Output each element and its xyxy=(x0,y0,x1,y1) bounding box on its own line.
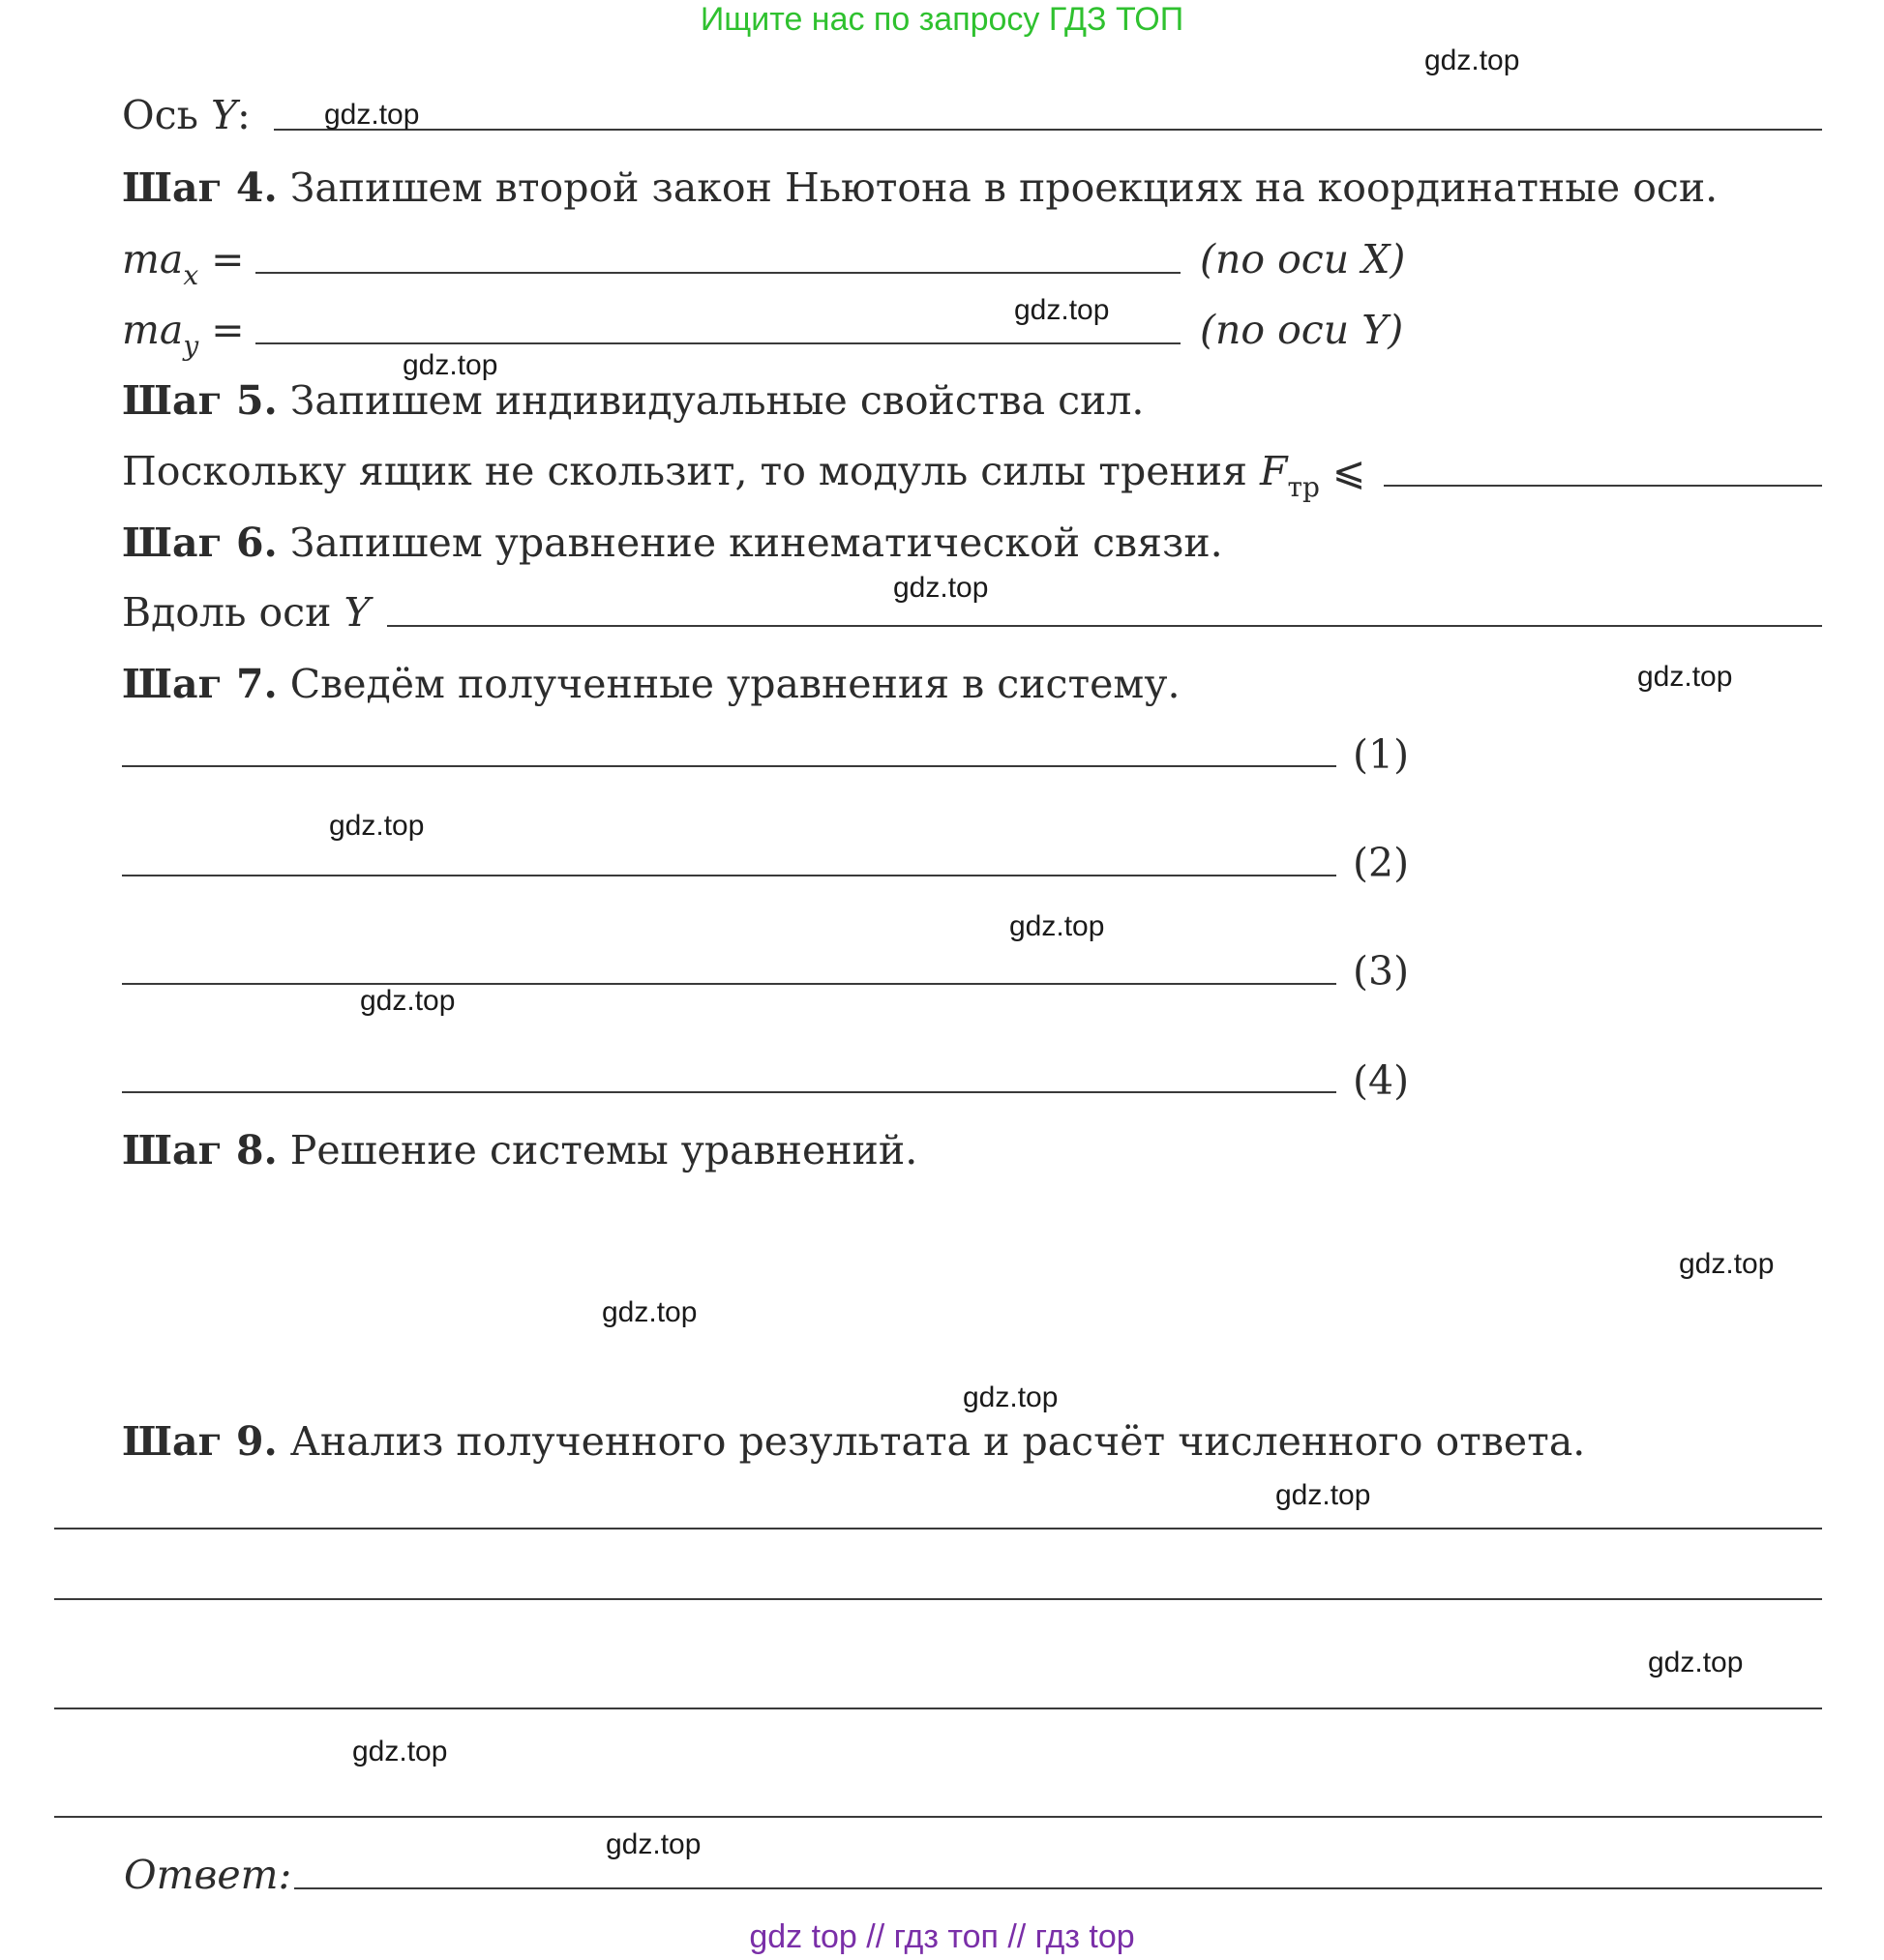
watermark: gdz.top xyxy=(893,572,989,604)
watermark: gdz.top xyxy=(963,1381,1059,1413)
equation-line-4[interactable] xyxy=(122,1091,1336,1093)
along-y-row: Вдоль оси Y xyxy=(122,589,371,636)
watermark: gdz.top xyxy=(602,1296,698,1328)
axis-x-note: (по оси X) xyxy=(1200,236,1406,282)
watermark: gdz.top xyxy=(324,99,420,131)
watermark: gdz.top xyxy=(1009,910,1105,942)
watermark: gdz.top xyxy=(403,349,498,381)
answer-line-axis-y[interactable] xyxy=(274,129,1822,131)
equation-line-2[interactable] xyxy=(122,875,1336,876)
step-5-heading: Шаг 5. Запишем индивидуальные свойства сил. xyxy=(122,377,1145,424)
answer-line-final[interactable] xyxy=(294,1887,1822,1889)
answer-label: Ответ: xyxy=(124,1852,292,1898)
watermark: gdz.top xyxy=(1679,1248,1775,1280)
equation-number-4: (4) xyxy=(1353,1057,1410,1104)
watermark: gdz.top xyxy=(360,985,456,1017)
equation-number-3: (3) xyxy=(1353,948,1410,995)
friction-condition: Поскольку ящик не скользит, то модуль силы трения $F_{тр}$ ⩽ xyxy=(122,448,1366,503)
watermark: gdz.top xyxy=(1275,1479,1371,1511)
step-4-heading: Шаг 4. Запишем второй закон Ньютона в проекциях на координатные оси. xyxy=(122,164,1719,211)
watermark: gdz.top xyxy=(329,810,425,842)
watermark: gdz.top xyxy=(352,1736,448,1767)
equation-number-1: (1) xyxy=(1353,731,1410,778)
equation-line-3[interactable] xyxy=(122,983,1336,985)
answer-line-kinematic[interactable] xyxy=(387,625,1822,627)
watermark: gdz.top xyxy=(1424,45,1520,76)
step-6-heading: Шаг 6. Запишем уравнение кинематической связи. xyxy=(122,520,1223,566)
equation-number-2: (2) xyxy=(1353,840,1410,886)
ma-y-formula: $ma_y$ = xyxy=(122,307,245,362)
axis-y-note: (по оси Y) xyxy=(1200,307,1404,353)
equation-line-1[interactable] xyxy=(122,765,1336,767)
answer-line-ma-x[interactable] xyxy=(255,272,1181,274)
watermark: gdz.top xyxy=(1014,294,1110,326)
ma-x-formula: $ma_x$ = xyxy=(122,236,245,291)
solution-line-1[interactable] xyxy=(54,1528,1822,1529)
solution-line-2[interactable] xyxy=(54,1598,1822,1600)
solution-line-3[interactable] xyxy=(54,1708,1822,1709)
axis-y-row: Ось Y: xyxy=(122,92,251,138)
answer-line-friction[interactable] xyxy=(1384,485,1822,487)
step-8-heading: Шаг 8. Решение системы уравнений. xyxy=(122,1127,918,1173)
step-9-heading: Шаг 9. Анализ полученного результата и расчёт численного ответа. xyxy=(122,1418,1586,1465)
answer-line-ma-y[interactable] xyxy=(255,342,1181,344)
watermark: gdz.top xyxy=(1637,661,1733,693)
bottom-banner[interactable]: gdz top // гдз топ // гдз top xyxy=(749,1918,1135,1955)
step-7-heading: Шаг 7. Сведём полученные уравнения в систему. xyxy=(122,661,1181,707)
top-banner[interactable]: Ищите нас по запросу ГДЗ ТОП xyxy=(700,1,1184,38)
watermark: gdz.top xyxy=(1648,1647,1744,1678)
solution-line-4[interactable] xyxy=(54,1816,1822,1818)
watermark: gdz.top xyxy=(606,1828,702,1860)
